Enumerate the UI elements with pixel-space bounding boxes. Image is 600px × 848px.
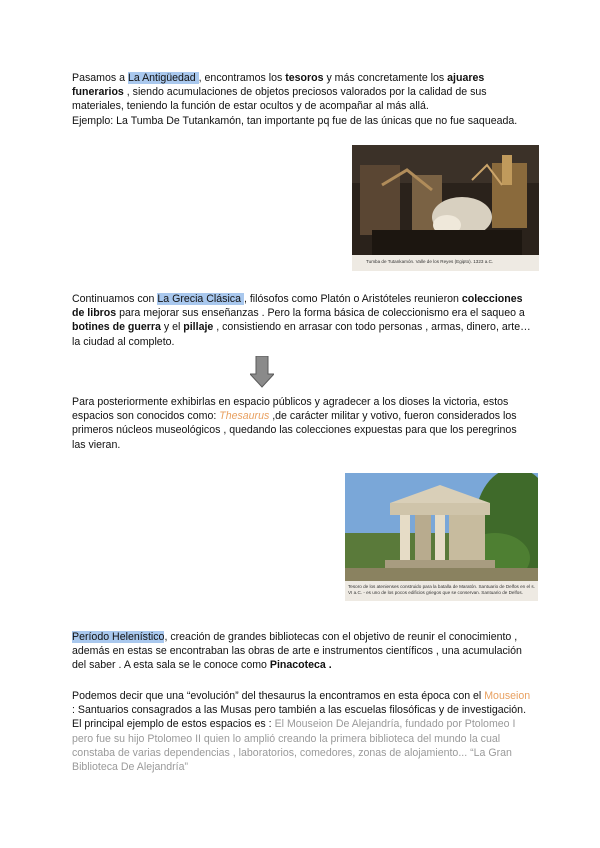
- text: ,de carácter militar y votivo, fueron considerados los primeros núcleos museológicos , quedando las colecciones expuestas para que los peregrinos las vieran.: [72, 410, 517, 451]
- text: Pasamos a: [72, 72, 128, 84]
- thesaurus-term: Thesaurus: [219, 410, 270, 423]
- text: : Santuarios consagrados a las Musas pero también a las escuelas filosóficas y de investigación. El principal ejemplo de estos espacios es :: [72, 704, 527, 731]
- text: , creación de grandes bibliotecas con el objetivo de reunir el conocimiento , además en estas se encontraban las obras de arte e instrumentos científicos , una acumulación del saber . A esta sala se le conoce como: [72, 631, 522, 672]
- paragraph-helenistico: [72, 630, 532, 673]
- text: , siendo acumulaciones de objetos preciosos valorados por la calidad de sus materiales, teniendo la función de estar ocultos y de acompañar al más allá.: [72, 86, 487, 113]
- ejemplo-text: Ejemplo: La Tumba De Tutankamón, tan importante pq fue de las únicas que no fue saqueada.: [72, 114, 518, 127]
- text: y más concretamente los: [323, 72, 448, 84]
- bold-botines: botines de guerra: [72, 321, 161, 334]
- tomb-photo-graphic: [352, 145, 539, 255]
- tutankamon-tomb-image: [352, 145, 539, 271]
- bold-pillaje: pillaje: [183, 321, 214, 334]
- image-caption: Tumba de Tutankamón. Valle de los Reyes (Egipto). 1323 a.C.: [366, 259, 494, 264]
- highlight-grecia: La Grecia Clásica: [157, 293, 244, 305]
- bold-pinacoteca: Pinacoteca .: [269, 659, 332, 672]
- bold-tesoros: tesoros: [285, 72, 324, 84]
- paragraph-antiguedad: [72, 71, 532, 128]
- text: Para posteriormente exhibirlas en espacio públicos y agradecer a los dioses la victoria, estos espacios son conocidos como:: [72, 396, 509, 423]
- highlight-antiguedad: La Antigüedad: [127, 72, 199, 84]
- bold-colecciones: colecciones de libros: [72, 293, 523, 320]
- text: Continuamos con: [72, 293, 158, 305]
- text: , consistiendo en arrasar con todo personas , armas, dinero, arte… la ciudad al completo.: [72, 321, 531, 348]
- text: Podemos decir que una “evolución” del thesaurus la encontramos en esta época con el: [72, 690, 485, 702]
- paragraph-mouseion: [72, 689, 532, 774]
- treasury-athenians-image: [345, 473, 538, 601]
- highlight-helenistico: Período Helenístico: [72, 631, 165, 643]
- mouseion-term: Mouseion: [484, 690, 531, 702]
- alejandria-text: El Mouseion De Alejandría, fundado por Ptolomeo I pero fue su hijo Ptolomeo II quien lo amplió creando la primera biblioteca del mundo la cual constaba de varias dependencias , laboratorios, comedores, zonas de alojamiento... “La Gran Biblioteca De Alejandría”: [72, 718, 516, 774]
- paragraph-grecia: [72, 292, 532, 349]
- down-arrow-icon: [250, 356, 274, 388]
- treasury-photo-graphic: [345, 473, 538, 581]
- text: , filósofos como Platón o Aristóteles reunieron: [243, 293, 462, 305]
- paragraph-thesaurus: [72, 395, 532, 452]
- text: , encontramos los: [198, 72, 286, 84]
- bold-ajuares: ajuares funerarios: [72, 72, 485, 99]
- text: y el: [160, 321, 184, 334]
- image-caption: Tesoro de los atenienses construido para la batalla de Maratón. Santuario de Delfos en el s. VI a.C. - es uno de los pocos edificios griegos que se conservan. Santuario de Delfos.: [348, 584, 535, 595]
- text: para mejorar sus enseñanzas . Pero la forma básica de coleccionismo era el saqueo a: [116, 307, 525, 320]
